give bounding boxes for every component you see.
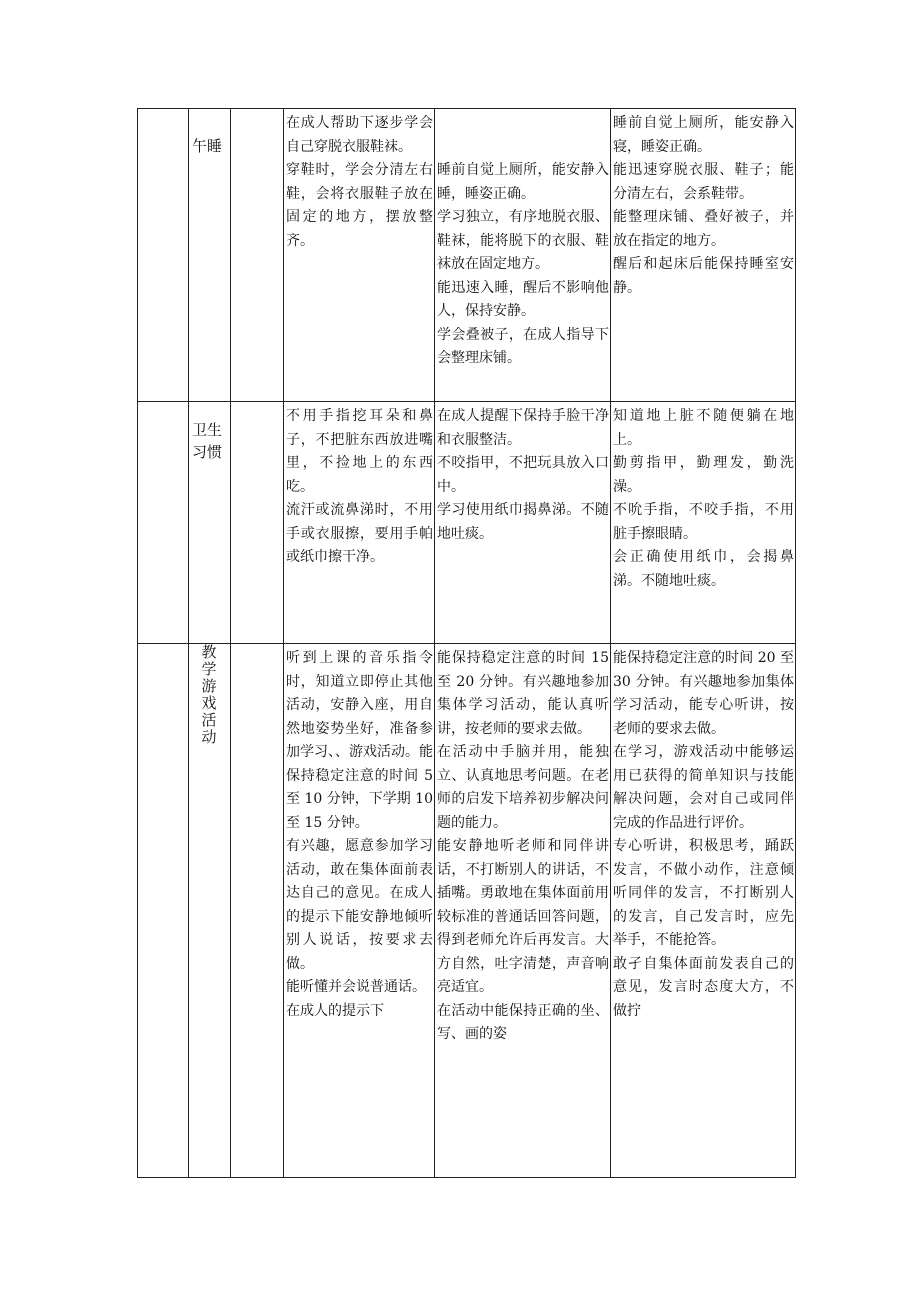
paragraph: 听到上课的音乐指令时，知道立即停止其他活动，安静入座，用自然地姿势坐好，准备参加学习、、游戏活动。能保持稳定注意的时间 5 至 10 分钟，下学期 10 至 15 分钟。: [286, 650, 433, 831]
stage-b-cell: [435, 644, 611, 1178]
paragraph: 在活动中手脑并用，能独立、认真地思考问题。在老师的启发下培养初步解决问题的能力。: [437, 744, 609, 831]
paragraph: 能保持稳定注意的时间 20 至 30 分钟。有兴趣地参加集体学习活动，能专心听讲，按老师的要求去做。: [613, 650, 794, 737]
paragraph: 醒后和起床后能保持睡室安静。: [613, 256, 794, 296]
paragraph: 在学习，游戏活动中能够运用已获得的简单知识与技能解决问题，会对自己或同伴完成的作品进行评价。: [613, 744, 794, 831]
paragraph: 能迅速穿脱衣服、鞋子；能分清左右，会系鞋带。: [613, 162, 794, 202]
paragraph: 在成人提醒下保持手脸干净和衣服整洁。: [437, 408, 609, 448]
stage-c-cell: [611, 644, 796, 1178]
blank-cell: [231, 109, 284, 402]
paragraph: 睡前自觉上厕所，能安静入寝，睡姿正确。: [613, 115, 794, 155]
stage-b-cell: [435, 109, 611, 402]
paragraph: 在成人的提示下: [286, 1002, 384, 1019]
paragraph: 不吮手指，不咬手指，不用脏手擦眼睛。: [613, 502, 794, 542]
paragraph: 学习使用纸巾揭鼻涕。不随地吐痰。: [437, 502, 609, 542]
blank-cell: [231, 402, 284, 644]
stage-a-cell: [284, 109, 435, 402]
paragraph: 勤剪指甲，勤理发，勤洗澡。: [613, 455, 794, 495]
paragraph: 能保持稳定注意的时间 15 至 20 分钟。有兴趣地参加集体学习活动，能认真听讲，按老师的要求去做。: [437, 650, 609, 737]
paragraph: 专心听讲，积极思考，踊跃发言，不做小动作，注意倾听同伴的发言，不打断别人的发言，自己发言时，应先举手，不能抢答。: [613, 838, 794, 948]
paragraph: 在活动中能保持正确的坐、写、画的姿: [437, 1002, 609, 1042]
stage-a-cell: [284, 644, 435, 1178]
table-row-hygiene: [138, 402, 796, 644]
table-row-teaching: [138, 644, 796, 1178]
paragraph: 在成人帮助下逐步学会自己穿脱衣服鞋袜。: [286, 115, 433, 155]
paragraph: 穿鞋时，学会分清左右鞋，会将衣服鞋子放在固定的地方，摆放整齐。: [286, 162, 433, 249]
paragraph: 睡前自觉上厕所，能安静入睡，睡姿正确。: [437, 162, 609, 202]
paragraph: 学习独立，有序地脱衣服、鞋袜，能将脱下的衣服、鞋袜放在固定地方。: [437, 209, 609, 272]
stage-b-cell: [435, 402, 611, 644]
category-cell: [189, 644, 231, 1178]
blank-cell: [138, 402, 189, 644]
paragraph: 敢孑自集体面前发表自己的意见，发言时态度大方，不做拧: [613, 955, 794, 1019]
category-label: 卫生习惯: [192, 421, 223, 461]
blank-cell: [138, 644, 189, 1178]
paragraph: 会正确使用纸巾，会揭鼻涕。不随地吐痰。: [613, 549, 794, 589]
paragraph: 知道地上脏不随便躺在地上。: [613, 408, 794, 448]
blank-cell: [231, 644, 284, 1178]
paragraph: 学会叠被子，在成人指导下会整理床铺。: [437, 326, 609, 366]
paragraph: 能安静地听老师和同伴讲话，不打断别人的讲话，不插嘴。勇敢地在集体面前用较标准的普通话回答问题，得到老师允许后再发言。大方自然，吐字清楚，声音响亮适宜。: [437, 838, 609, 995]
category-label: 午睡: [192, 137, 223, 155]
paragraph: 流汗或流鼻涕时，不用手或衣服擦，要用手帕或纸巾擦干净。: [286, 502, 433, 565]
regulation-table: [137, 108, 796, 1178]
paragraph: 能迅速入睡，醒后不影响他人，保持安静。: [437, 279, 609, 319]
stage-c-cell: [611, 402, 796, 644]
table-row-nap: [138, 109, 796, 402]
stage-a-cell: [284, 402, 435, 644]
paragraph: 不咬指甲，不把玩具放入口中。: [437, 455, 609, 495]
paragraph: 有兴趣，愿意参加学习活动，敢在集体面前表达自己的意见。在成人的提示下能安静地倾听别人说话，按要求去做。: [286, 838, 433, 972]
category-label: 教学游戏活动: [201, 643, 217, 746]
paragraph: 能整理床铺、叠好被子，并放在指定的地方。: [613, 209, 794, 249]
paragraph: 不用手指挖耳朵和鼻子，不把脏东西放进嘴里，不捡地上的东西吃。: [286, 408, 433, 495]
blank-cell: [138, 109, 189, 402]
category-cell: [189, 109, 231, 402]
stage-c-cell: [611, 109, 796, 402]
paragraph: 能听懂并会说普通话。: [286, 979, 426, 995]
category-cell: [189, 402, 231, 644]
